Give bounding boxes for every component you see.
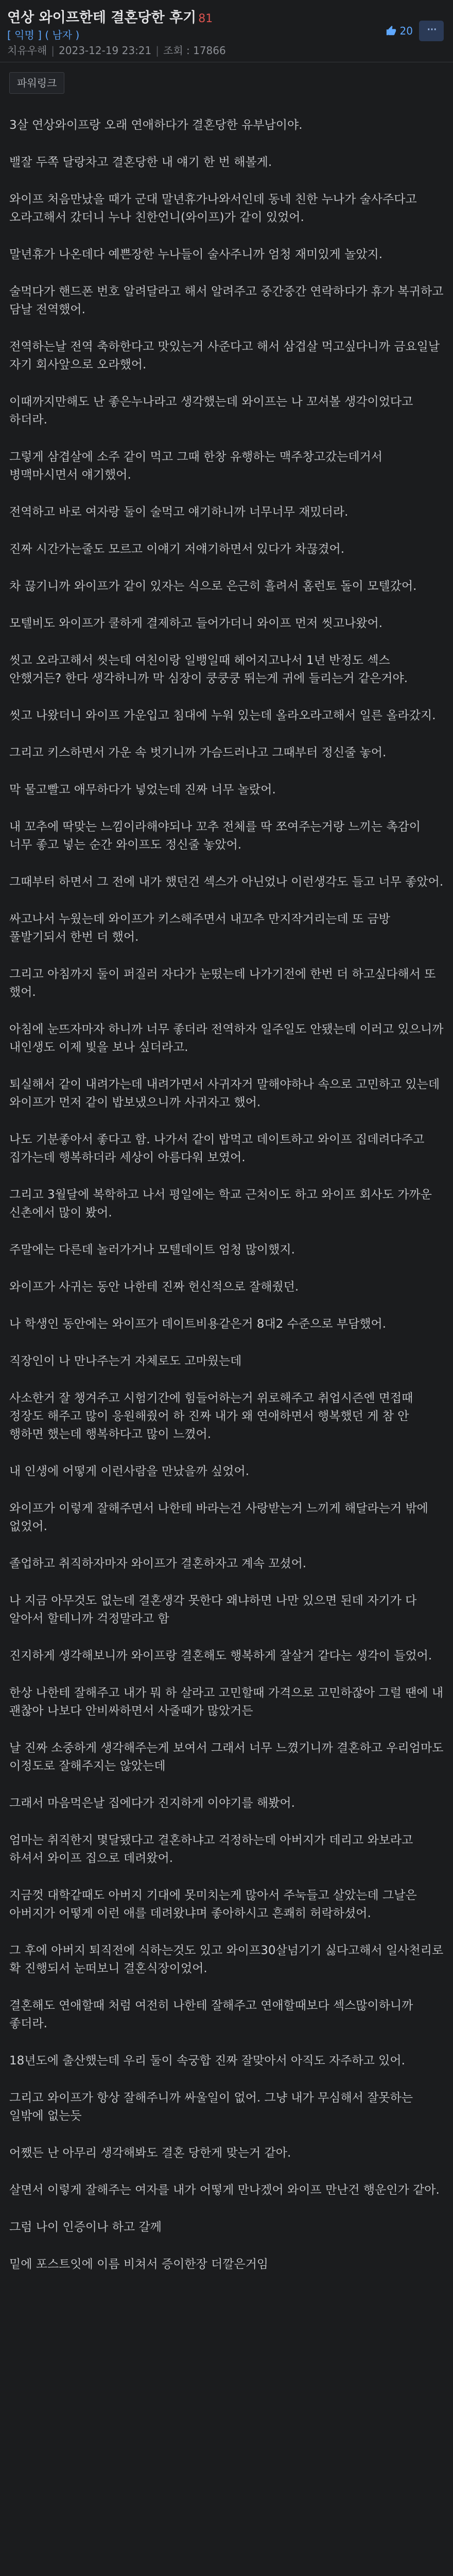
view-count: 조회 : 17866: [163, 44, 226, 57]
post-paragraph: 날 진짜 소중하게 생각해주는게 보여서 그래서 너무 느꼈기니까 결혼하고 우리엄마도 이정도로 잘해주지는 않았는데: [9, 1741, 444, 1773]
post-paragraph: 그래서 마음먹은날 집에다가 진지하게 이야기를 해봤어.: [9, 1797, 295, 1810]
post-paragraph: 그 후에 아버지 퇴직전에 식하는것도 있고 와이프30살넘기기 싫다고해서 일사천리로 확 진행되서 눈떠보니 결혼식장이었어.: [9, 1944, 444, 1975]
post-paragraph: 직장인이 나 만나주는거 자체로도 고마웠는데: [9, 1354, 242, 1368]
post-body: [9, 116, 446, 2293]
post-paragraph: 나도 기분좋아서 좋다고 함. 나가서 같이 밥먹고 데이트하고 와이프 집데려다주고 집가는데 행복하더라 세상이 아름다워 보였어.: [9, 1133, 425, 1164]
post-paragraph: 주말에는 다른데 놀러가거나 모텔데이트 엄청 많이했지.: [9, 1243, 295, 1257]
post-paragraph: 그리고 키스하면서 가운 속 벗기니까 가슴드러나고 그때부터 정신줄 놓어.: [9, 746, 387, 759]
post-paragraph: 결혼해도 연애할때 처럼 여전히 나한테 잘해주고 연애할때보다 섹스많이하니까 좋더라.: [9, 1999, 413, 2030]
post-paragraph: 그리고 와이프가 항상 잘해주니까 싸울일이 없어. 그냥 내가 무심해서 잘못하는 일밖에 없는듯: [9, 2091, 413, 2123]
post-paragraph: 그리고 3월달에 복학하고 나서 평일에는 학교 근처이도 하고 와이프 회사도 가까운 신촌에서 많이 봤어.: [9, 1188, 432, 1219]
post-paragraph: 씻고 오라고해서 씻는데 여친이랑 일뱅일때 헤어지고나서 1년 반정도 섹스 안했거든? 한다 생각하니까 막 심장이 쿵쿵쿵 뛰는게 귀에 들리는거 같은거야.: [9, 654, 408, 685]
thumbs-up-icon: [386, 25, 397, 37]
post-paragraph: 그리고 아침까지 둘이 퍼질러 자다가 눈떴는데 나가기전에 한번 더 하고싶다해서 또 했어.: [9, 968, 436, 999]
post-paragraph: 와이프가 사귀는 동안 나한테 진짜 헌신적으로 잘해줬던.: [9, 1280, 299, 1294]
post-paragraph: 밸잘 두쪽 달랑차고 결혼당한 내 얘기 한 번 해볼게.: [9, 156, 272, 169]
post-actions: [386, 21, 444, 41]
post-paragraph: 진지하게 생각해보니까 와이프랑 결혼해도 행복하게 잘살거 같다는 생각이 들었어.: [9, 1649, 432, 1663]
post-paragraph: 말년휴가 나온데다 예쁜장한 누나들이 술사주니까 엄청 재미있게 놀았지.: [9, 248, 383, 261]
like-button[interactable]: [386, 25, 413, 37]
post-title: [7, 6, 213, 26]
post-paragraph: 진짜 시간가는줄도 모르고 이얘기 저얘기하면서 있다가 차끊겼어.: [9, 543, 345, 556]
more-options-button[interactable]: ···: [419, 21, 444, 41]
comment-count[interactable]: 81: [198, 12, 213, 25]
post-paragraph: 한상 나한테 잘해주고 내가 뭐 하 살라고 고민할때 가격으로 고민하잖아 그럴 땐에 내 괜찮아 나보다 안비싸하면서 사줄때가 많았거든: [9, 1686, 444, 1718]
post-paragraph: 전역하는날 전역 축하한다고 맛있는거 사준다고 해서 삼겹살 먹고싶다니까 금요일날 자기 회사앞으로 오라했어.: [9, 340, 440, 371]
post-paragraph: 18년도에 출산했는데 우리 둘이 속궁합 진짜 잘맞아서 아직도 자주하고 있어.: [9, 2054, 405, 2067]
post-paragraph: 3살 연상와이프랑 오래 연애하다가 결혼당한 유부남이야.: [9, 118, 303, 132]
category-tag[interactable]: 파워링크: [9, 72, 64, 94]
post-paragraph: 싸고나서 누웠는데 와이프가 키스해주면서 내꼬추 만지작거리는데 또 금방 풀발기되서 한번 더 했어.: [9, 912, 390, 944]
post-paragraph: 와이프가 이렇게 잘해주면서 나한테 바라는건 사랑받는거 느끼게 해달라는거 밖에 없었어.: [9, 1502, 428, 1533]
post-paragraph: 차 끊기니까 와이프가 같이 있자는 식으로 은근히 흘려서 홈런토 돌이 모텔갔어.: [9, 580, 417, 593]
post-paragraph: 살면서 이렇게 잘해주는 여자를 내가 어떻게 만나겠어 와이프 만난건 행운인가 같아.: [9, 2183, 440, 2197]
post-paragraph: 내 꼬추에 딱맞는 느낌이라해야되나 꼬추 전체를 딱 쪼여주는거랑 느끼는 촉감이 너무 좋고 넣는 순간 와이프도 정신줄 놓았어.: [9, 820, 421, 852]
post-paragraph: 이때까지만해도 난 좋은누나라고 생각했는데 와이프는 나 꼬셔볼 생각이었다고 하더라.: [9, 395, 413, 427]
post-paragraph: 엄마는 취직한지 몇달됐다고 결혼하냐고 걱정하는데 아버지가 데리고 와보라고 하셔서 와이프 집으로 데려왔어.: [9, 1834, 413, 1865]
post-paragraph: 와이프 처음만났을 때가 군대 말년휴가나와서인데 동네 친한 누나가 술사주다고 오라고해서 갔더니 누나 친한언니(와이프)가 같이 있었어.: [9, 193, 417, 224]
post-paragraph: 나 지금 아무것도 없는데 결혼생각 못한다 왜냐하면 나만 있으면 된데 자기가 다 알아서 할테니까 걱정말라고 함: [9, 1594, 417, 1625]
post-paragraph: 퇴실해서 같이 내려가는데 내려가면서 사귀자거 말해야하나 속으로 고민하고 있는데 와이프가 먼저 같이 밥보냈으니까 사귀자고 했어.: [9, 1078, 440, 1109]
post-paragraph: 전역하고 바로 여자랑 둘이 술먹고 얘기하니까 너무너무 재밌더라.: [9, 505, 349, 519]
post-date: 2023-12-19 23:21: [59, 44, 152, 57]
like-count: 20: [399, 25, 413, 37]
post-paragraph: 막 물고빨고 애무하다가 넣었는데 진짜 너무 놀랐어.: [9, 783, 276, 796]
post-paragraph: 지금껏 대학같때도 아버지 기대에 못미치는게 많아서 주눅들고 살았는데 그날은 아버지가 어떻게 이런 애를 데려왔냐며 좋아하시고 흔쾌히 허락하셨어.: [9, 1889, 417, 1920]
post-paragraph: 내 인생에 어떻게 이런사람을 만났을까 싶었어.: [9, 1465, 250, 1478]
post-title-text: 연상 와이프한테 결혼당한 후기: [7, 10, 197, 26]
post-paragraph: 아침에 눈뜨자마자 하니까 너무 좋더라 전역하자 일주일도 안됐는데 이러고 있으니까 내인생도 이제 빛을 보나 싶더라고.: [9, 1023, 444, 1054]
post-paragraph: 그때부터 하면서 그 전에 내가 했던건 섹스가 아닌었나 이런생각도 들고 너무 좋았어.: [9, 875, 444, 889]
post-paragraph: 그렇게 삼겹살에 소주 같이 먹고 그때 한창 유행하는 맥주창고갔는데거서 병맥마시면서 얘기했어.: [9, 450, 383, 482]
post-header: [0, 0, 453, 61]
post-meta: 치유우해 | 2023-12-19 23:21 | 조회 : 17866: [7, 44, 226, 57]
post-paragraph: 술먹다가 핸드폰 번호 알려달라고 해서 알려주고 중간중간 연락하다가 휴가 복귀하고 담날 전역했어.: [9, 285, 444, 316]
post-paragraph: 사소한거 잘 챙겨주고 시험기간에 힘들어하는거 위로해주고 취업시즌엔 면접때 정장도 해주고 많이 응원해줬어 하 진짜 내가 왜 연애하면서 행복했던 게 참 안 행하면 했는데 행복하다고 많이 느꼈어.: [9, 1392, 413, 1441]
post-paragraph: 그럼 나이 인증이나 하고 갈께: [9, 2221, 162, 2234]
post-paragraph: 씻고 나왔더니 와이프 가운입고 침대에 누워 있는데 올라오라고해서 일른 올라갔지.: [9, 709, 436, 722]
post-paragraph: 나 학생인 동안에는 와이프가 데이트비용같은거 8대2 수준으로 부담했어.: [9, 1317, 387, 1331]
post-paragraph: 모텔비도 와이프가 쿨하게 결제하고 들어가더니 와이프 먼저 씻고나왔어.: [9, 617, 383, 630]
post-paragraph: 어쨌든 난 아무리 생각해봐도 결혼 당한게 맞는거 같아.: [9, 2146, 291, 2160]
author-id: 치유우해: [7, 44, 47, 57]
author-name[interactable]: [ 익명 ] ( 남자 ): [7, 29, 80, 41]
post-paragraph: 밑에 포스트잇에 이름 비쳐서 증이한장 더깔은거임: [9, 2258, 269, 2271]
post-paragraph: 졸업하고 취직하자마자 와이프가 결혼하자고 계속 꼬셨어.: [9, 1557, 307, 1570]
